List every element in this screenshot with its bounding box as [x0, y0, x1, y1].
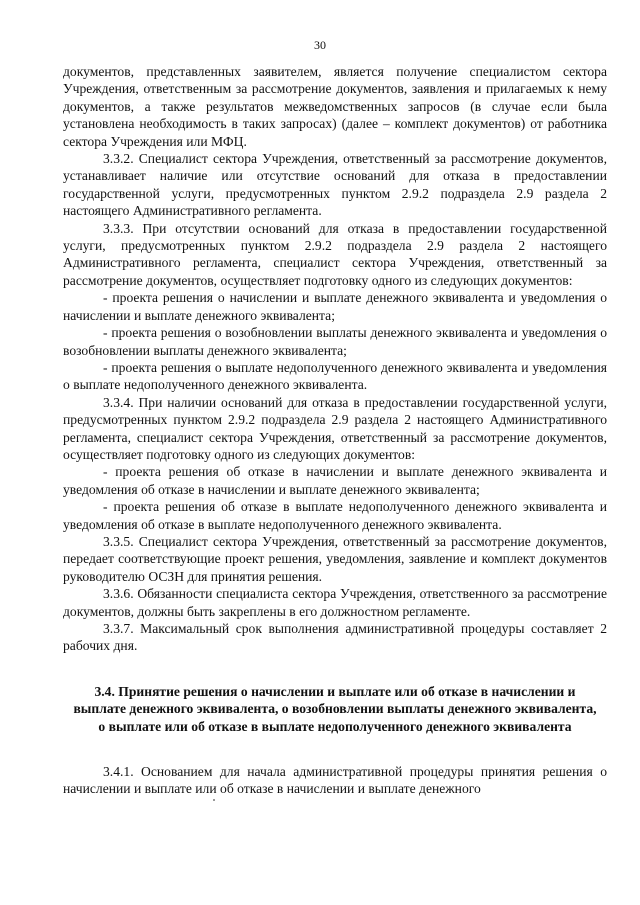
paragraph-3-3-5: 3.3.5. Специалист сектора Учреждения, ответственный за рассмотрение документов, передает соответствующие проект решения, уведомления, заявление и комплект документов руководителю ОСЗН для принятия решения. — [63, 533, 607, 584]
list-item: - проекта решения о выплате недополученного денежного эквивалента и уведомления о выплате недополученного денежного эквивалента. — [63, 359, 607, 393]
document-body — [63, 63, 607, 798]
paragraph-3-3-7: 3.3.7. Максимальный срок выполнения административной процедуры составляет 2 рабочих дня. — [63, 621, 607, 654]
paragraph-3-4-1: 3.4.1. Основанием для начала административной процедуры принятия решения о начислении и выплате или об отказе в начислении и выплате денежного — [63, 764, 607, 797]
list-item: - проекта решения об отказе в выплате недополученного денежного эквивалента и уведомления об отказе в выплате недополученного денежного эквивалента. — [63, 499, 607, 532]
scan-speck — [213, 799, 215, 801]
paragraph-3-3-4: 3.3.4. При наличии оснований для отказа в предоставлении государственной услуги, предусмотренных пунктом 2.9.2 подраздела 2.9 раздела 2 настоящего Административного регламента, специалист сектора Учреждения, ответственный за рассмотрение документов, осуществляет подготовку одного из следующих документов: — [63, 394, 607, 462]
list-item: - проекта решения о возобновлении выплаты денежного эквивалента и уведомления о возобновлении выплаты денежного эквивалента; — [63, 325, 607, 358]
list-item: - проекта решения о начислении и выплате денежного эквивалента и уведомления о начислении и выплате денежного эквивалента; — [63, 290, 607, 323]
paragraph-3-3-6: 3.3.6. Обязанности специалиста сектора Учреждения, ответственного за рассмотрение документов, должны быть закреплены в его должностном регламенте. — [63, 586, 607, 619]
paragraph-3-3-2: 3.3.2. Специалист сектора Учреждения, ответственный за рассмотрение документов, устанавливает наличие или отсутствие оснований для отказа в предоставлении государственной услуги, предусмотренных пунктом 2.9.2 подраздела 2.9 раздела 2 настоящего Административного регламента. — [63, 151, 607, 219]
page-number: 30 — [314, 38, 326, 52]
section-heading: 3.4. Принятие решения о начислении и выплате или об отказе в начислении и выплате денежного эквивалента, о возобновлении выплаты денежного эквивалента, о выплате или об отказе в выплате недополученного денежного эквивалента — [73, 683, 597, 734]
list-item: - проекта решения об отказе в начислении и выплате денежного эквивалента и уведомления об отказе в начислении и выплате денежного эквивалента; — [63, 464, 607, 497]
paragraph-3-3-3: 3.3.3. При отсутствии оснований для отказа в предоставлении государственной услуги, предусмотренных пунктом 2.9.2 подраздела 2.9 раздела 2 настоящего Административного регламента, специалист сектора Учреждения, ответственный за рассмотрение документов, осуществляет подготовку одного из следующих документов: — [63, 220, 607, 288]
paragraph-continuation: документов, представленных заявителем, является получение специалистом сектора Учреждения, ответственным за рассмотрение документов, заявления и прилагаемых к нему документов, а также результатов межведомственных запросов (в случае если была установлена необходимость в таких запросах) (далее – комплект документов) от работника сектора Учреждения или МФЦ. — [63, 64, 607, 149]
